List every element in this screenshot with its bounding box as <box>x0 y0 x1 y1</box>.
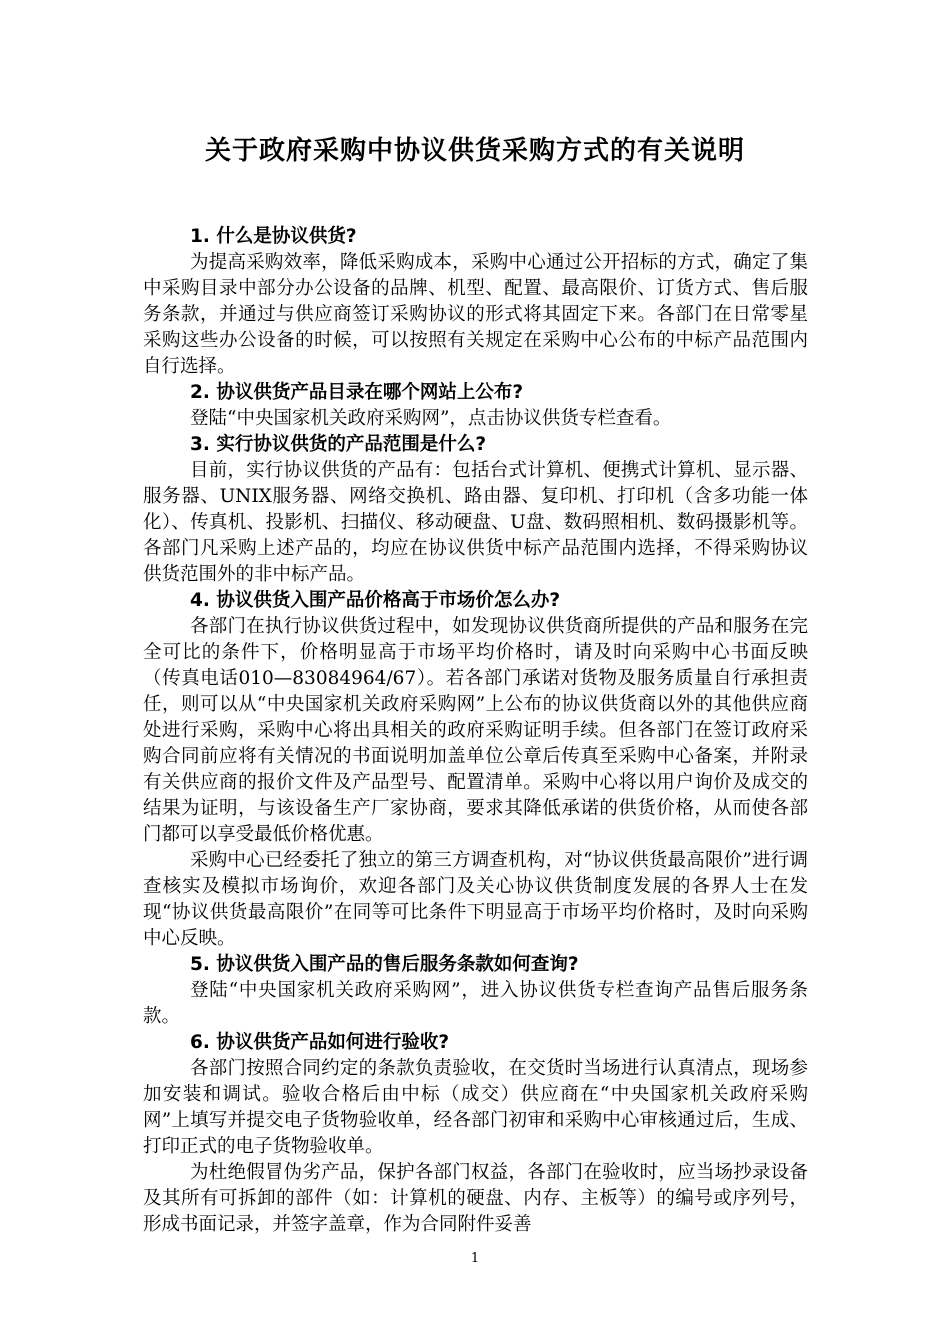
section-heading: 3. 实行协议供货的产品范围是什么? <box>190 434 487 455</box>
section-paragraph: 目前，实行协议供货的产品有：包括台式计算机、便携式计算机、显示器、服务器、UNIX服务器、网络交换机、路由器、复印机、打印机（含多功能一体化）、传真机、投影机、扫描仪、移动硬盘、U盘、数码照相机、数码摄影机等。各部门凡采购上述产品的，均应在协议供货中标产品范围内选择，不得采购协议供货范围外的非中标产品。 <box>143 460 808 585</box>
section-heading: 4. 协议供货入围产品价格高于市场价怎么办? <box>190 590 561 611</box>
document-body <box>143 224 808 1238</box>
section-heading: 2. 协议供货产品目录在哪个网站上公布? <box>190 382 524 403</box>
document-title: 关于政府采购中协议供货采购方式的有关说明 <box>204 136 745 166</box>
page-number: 1 <box>470 1251 480 1266</box>
section-heading: 1. 什么是协议供货? <box>190 226 357 247</box>
section-paragraph: 登陆“中央国家机关政府采购网”，点击协议供货专栏查看。 <box>190 408 672 429</box>
section-heading: 5. 协议供货入围产品的售后服务条款如何查询? <box>190 954 579 975</box>
section-paragraph: 采购中心已经委托了独立的第三方调查机构，对“协议供货最高限价”进行调查核实及模拟市场询价，欢迎各部门及关心协议供货制度发展的各界人士在发现“协议供货最高限价”在同等可比条件下明显高于市场平均价格时，及时向采购中心反映。 <box>143 850 808 949</box>
section-paragraph: 登陆“中央国家机关政府采购网”，进入协议供货专栏查询产品售后服务条款。 <box>143 980 808 1027</box>
section-paragraph: 为杜绝假冒伪劣产品，保护各部门权益，各部门在验收时，应当场抄录设备及其所有可拆卸的部件（如：计算机的硬盘、内存、主板等）的编号或序列号，形成书面记录，并签字盖章，作为合同附件妥善 <box>143 1162 808 1235</box>
section-paragraph: 各部门按照合同约定的条款负责验收，在交货时当场进行认真清点，现场参加安装和调试。验收合格后由中标（成交）供应商在“中央国家机关政府采购网”上填写并提交电子货物验收单，经各部门初审和采购中心审核通过后，生成、打印正式的电子货物验收单。 <box>143 1058 808 1157</box>
section-paragraph: 各部门在执行协议供货过程中，如发现协议供货商所提供的产品和服务在完全可比的条件下，价格明显高于市场平均价格时，请及时向采购中心书面反映（传真电话010—83084964/67）。若各部门承诺对货物及服务质量自行承担责任，则可以从“中央国家机关政府采购网”上公布的协议供货商以外的其他供应商处进行采购，采购中心将出具相关的政府采购证明手续。但各部门在签订政府采购合同前应将有关情况的书面说明加盖单位公章后传真至采购中心备案，并附录有关供应商的报价文件及产品型号、配置清单。采购中心将以用户询价及成交的结果为证明，与该设备生产厂家协商，要求其降低承诺的供货价格，从而使各部门都可以享受最低价格优惠。 <box>143 616 808 845</box>
section-paragraph: 为提高采购效率，降低采购成本，采购中心通过公开招标的方式，确定了集中采购目录中部分办公设备的品牌、机型、配置、最高限价、订货方式、售后服务条款，并通过与供应商签订采购协议的形式将其固定下来。各部门在日常零星采购这些办公设备的时候，可以按照有关规定在采购中心公布的中标产品范围内自行选择。 <box>143 252 808 377</box>
section-heading: 6. 协议供货产品如何进行验收? <box>190 1032 450 1053</box>
